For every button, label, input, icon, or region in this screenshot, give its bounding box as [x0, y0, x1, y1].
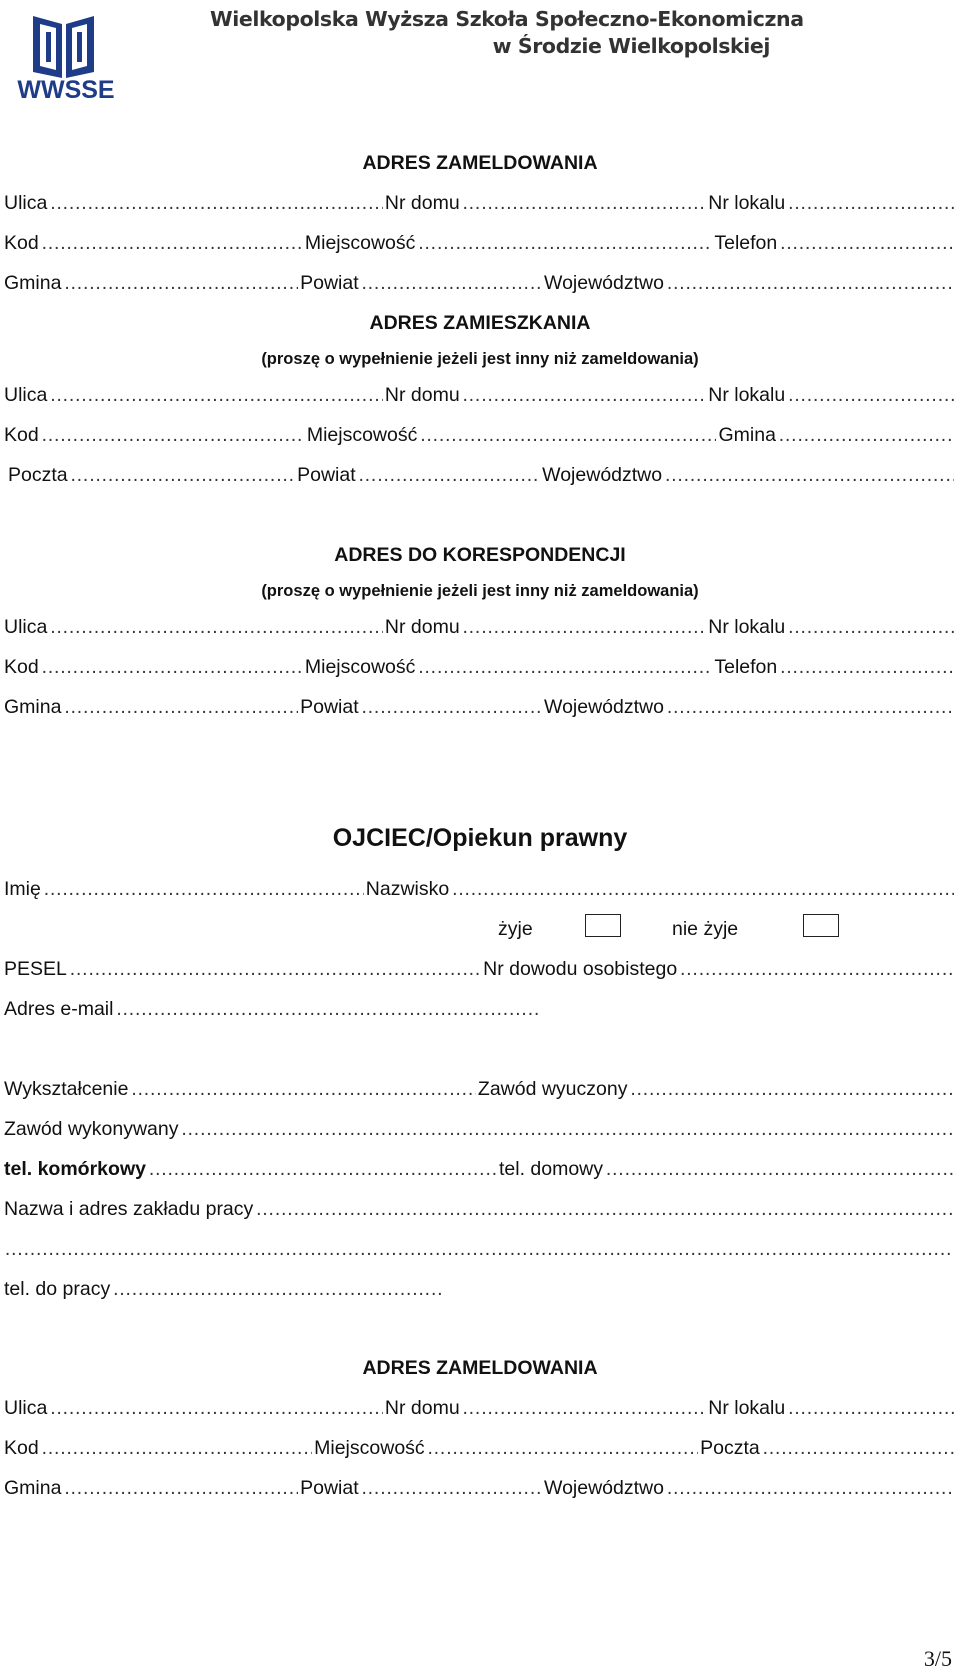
- label-work-phone: tel. do pracy: [4, 1278, 111, 1300]
- label-voivodeship: Województwo: [544, 272, 664, 294]
- label-mobile: tel. komórkowy: [4, 1158, 146, 1180]
- field-commune[interactable]: [778, 424, 954, 447]
- section-title-father: OJCIEC/Opiekun prawny: [332, 824, 628, 852]
- form-row-street: [4, 192, 956, 218]
- section-title-correspondence-address: ADRES DO KORESPONDENCJI: [334, 544, 626, 566]
- label-education: Wykształcenie: [4, 1078, 129, 1100]
- label-county: Powiat: [297, 464, 356, 486]
- field-street[interactable]: [49, 616, 383, 639]
- field-town[interactable]: [419, 424, 716, 447]
- field-street[interactable]: [49, 1397, 383, 1420]
- field-flat-no[interactable]: [787, 384, 954, 407]
- label-alive: żyje: [498, 918, 533, 940]
- field-voivodeship[interactable]: [666, 272, 954, 295]
- form-row-current-profession: [4, 1118, 956, 1144]
- label-street: Ulica: [4, 1397, 48, 1419]
- form-row-postcode: [4, 424, 956, 450]
- label-street: Ulica: [4, 616, 48, 638]
- label-first-name: Imię: [4, 878, 41, 900]
- field-commune[interactable]: [63, 1477, 298, 1500]
- label-town: Miejscowość: [306, 424, 418, 446]
- field-email[interactable]: [115, 998, 538, 1021]
- field-house-no[interactable]: [462, 616, 707, 639]
- label-commune: Gmina: [718, 424, 776, 446]
- wwsse-logo: [6, 8, 126, 100]
- field-home-phone[interactable]: [605, 1158, 954, 1181]
- label-last-name: Nazwisko: [365, 878, 450, 900]
- form-row-postcode: [4, 232, 956, 258]
- label-trained-profession: Zawód wyuczony: [477, 1078, 628, 1100]
- label-postcode: Kod: [4, 656, 39, 678]
- field-first-name[interactable]: [43, 878, 364, 901]
- form-row-post-office: [8, 464, 956, 490]
- field-post-office[interactable]: [70, 464, 295, 487]
- field-flat-no[interactable]: [787, 192, 954, 215]
- label-postcode: Kod: [4, 424, 39, 446]
- field-pesel[interactable]: [69, 958, 481, 981]
- logo-text: WWSSE: [17, 76, 115, 100]
- form-row-street: [4, 384, 956, 410]
- label-commune: Gmina: [4, 696, 62, 718]
- form-row-commune: [4, 696, 956, 722]
- field-postcode[interactable]: [41, 1437, 312, 1460]
- university-line-2: w Środzie Wielkopolskiej: [492, 34, 770, 58]
- field-house-no[interactable]: [462, 1397, 707, 1420]
- label-commune: Gmina: [4, 272, 62, 294]
- checkbox-deceased[interactable]: [803, 914, 839, 937]
- label-voivodeship: Województwo: [542, 464, 663, 486]
- field-town[interactable]: [427, 1437, 698, 1460]
- label-commune: Gmina: [4, 1477, 62, 1499]
- label-county: Powiat: [300, 1477, 359, 1499]
- section-title-registered-address: ADRES ZAMELDOWANIA: [362, 152, 598, 174]
- label-house-no: Nr domu: [384, 384, 460, 406]
- label-town: Miejscowość: [304, 232, 416, 254]
- field-mobile[interactable]: [148, 1158, 497, 1181]
- form-row-pesel: [4, 958, 956, 984]
- label-flat-no: Nr lokalu: [708, 192, 786, 214]
- form-row-commune: [4, 272, 956, 298]
- field-street[interactable]: [49, 192, 383, 215]
- form-row-workplace: [4, 1198, 956, 1224]
- field-commune[interactable]: [63, 696, 298, 719]
- label-house-no: Nr domu: [384, 616, 460, 638]
- field-voivodeship[interactable]: [666, 1477, 954, 1500]
- university-line-1: Wielkopolska Wyższa Szkoła Społeczno-Ekonomiczna: [210, 7, 804, 31]
- field-county[interactable]: [361, 696, 542, 719]
- field-flat-no[interactable]: [787, 616, 954, 639]
- field-last-name[interactable]: [451, 878, 954, 901]
- field-house-no[interactable]: [462, 192, 707, 215]
- label-deceased: nie żyje: [672, 918, 739, 940]
- field-town[interactable]: [417, 656, 712, 679]
- label-house-no: Nr domu: [384, 192, 460, 214]
- field-postcode[interactable]: [41, 424, 305, 447]
- field-street[interactable]: [49, 384, 383, 407]
- form-row-name: [4, 878, 956, 904]
- university-name: [210, 6, 804, 60]
- section-note: (proszę o wypełnienie jeżeli jest inny niż zameldowania): [261, 582, 699, 600]
- label-post-office: Poczta: [700, 1437, 760, 1459]
- field-flat-no[interactable]: [787, 1397, 954, 1420]
- field-voivodeship[interactable]: [666, 696, 954, 719]
- form-row-street: [4, 1397, 956, 1423]
- field-workplace[interactable]: [255, 1198, 954, 1221]
- label-voivodeship: Województwo: [544, 1477, 664, 1499]
- field-education[interactable]: [130, 1078, 475, 1101]
- field-county[interactable]: [361, 272, 542, 295]
- form-row-postcode: [4, 656, 956, 682]
- form-row-phones: [4, 1158, 956, 1184]
- label-street: Ulica: [4, 384, 48, 406]
- label-postcode: Kod: [4, 232, 39, 254]
- field-voivodeship[interactable]: [664, 464, 954, 487]
- form-row-commune: [4, 1477, 956, 1503]
- page-number: 3/5: [923, 1646, 952, 1671]
- field-workplace-continued[interactable]: [4, 1238, 954, 1261]
- form-row-workplace-continued: [4, 1238, 956, 1264]
- label-email: Adres e-mail: [4, 998, 114, 1020]
- field-phone[interactable]: [779, 232, 954, 255]
- field-post-office[interactable]: [762, 1437, 954, 1460]
- label-flat-no: Nr lokalu: [708, 384, 786, 406]
- field-commune[interactable]: [63, 272, 298, 295]
- field-current-profession[interactable]: [181, 1118, 955, 1141]
- label-house-no: Nr domu: [384, 1397, 460, 1419]
- label-street: Ulica: [4, 192, 48, 214]
- label-phone: Telefon: [714, 656, 778, 678]
- label-town: Miejscowość: [304, 656, 416, 678]
- label-id-card: Nr dowodu osobistego: [483, 958, 678, 980]
- label-pesel: PESEL: [4, 958, 67, 980]
- label-current-profession: Zawód wykonywany: [4, 1118, 179, 1140]
- field-county[interactable]: [361, 1477, 542, 1500]
- form-row-work-phone: [4, 1278, 445, 1304]
- label-county: Powiat: [300, 696, 359, 718]
- label-post-office: Poczta: [8, 464, 68, 486]
- field-id-card[interactable]: [679, 958, 954, 981]
- field-phone[interactable]: [779, 656, 954, 679]
- field-work-phone[interactable]: [112, 1278, 443, 1301]
- field-postcode[interactable]: [41, 232, 303, 255]
- form-row-street: [4, 616, 956, 642]
- checkbox-alive[interactable]: [585, 914, 621, 937]
- label-workplace: Nazwa i adres zakładu pracy: [4, 1198, 254, 1220]
- section-title-registered-address: ADRES ZAMELDOWANIA: [362, 1357, 598, 1379]
- label-home-phone: tel. domowy: [498, 1158, 604, 1180]
- section-title-residence-address: ADRES ZAMIESZKANIA: [369, 312, 591, 334]
- form-row-postcode: [4, 1437, 956, 1463]
- form-row-email: [4, 998, 540, 1024]
- label-flat-no: Nr lokalu: [708, 1397, 786, 1419]
- field-postcode[interactable]: [41, 656, 303, 679]
- label-flat-no: Nr lokalu: [708, 616, 786, 638]
- label-voivodeship: Województwo: [544, 696, 664, 718]
- field-county[interactable]: [358, 464, 541, 487]
- field-house-no[interactable]: [462, 384, 707, 407]
- form-row-education: [4, 1078, 956, 1104]
- field-trained-profession[interactable]: [629, 1078, 954, 1101]
- section-note: (proszę o wypełnienie jeżeli jest inny niż zameldowania): [261, 350, 699, 368]
- label-town: Miejscowość: [314, 1437, 425, 1459]
- field-town[interactable]: [417, 232, 712, 255]
- label-postcode: Kod: [4, 1437, 39, 1459]
- label-phone: Telefon: [714, 232, 778, 254]
- label-county: Powiat: [300, 272, 359, 294]
